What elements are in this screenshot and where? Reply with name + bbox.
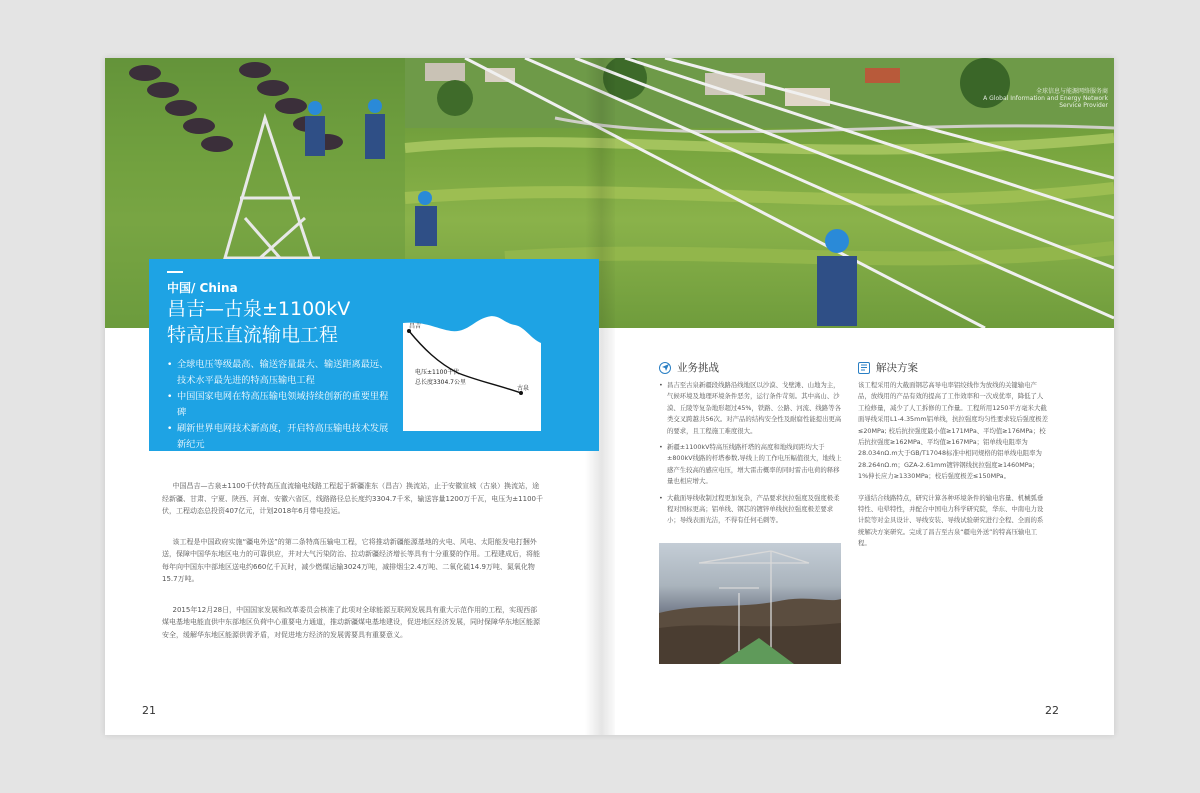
map-length-label: 总长度3304.7公里 bbox=[415, 379, 466, 386]
project-description bbox=[162, 480, 544, 659]
highlights-list bbox=[167, 357, 397, 453]
highlight-item: • 刷新世界电网技术新高度，开启特高压输电技术发展新纪元 bbox=[167, 421, 397, 452]
page-number-left: 21 bbox=[142, 704, 156, 717]
region-label: 中国/ China bbox=[167, 281, 238, 295]
map-start-label: 昌吉 bbox=[409, 323, 422, 330]
challenges-heading bbox=[659, 360, 719, 375]
project-title-line-2: 特高压直流输电工程 bbox=[167, 324, 339, 346]
challenge-item: • 大截面导线收制过程更加复杂，产品要求抗拉强度及强度极柔程对国标更高；铝单线、钢芯的镀锌单线抗拉强度极差要求小；导线表面光洁，不得有任何毛刺等。 bbox=[659, 493, 842, 527]
document-icon bbox=[858, 362, 870, 374]
tagline-cn: 全球信息与能源网络服务商 bbox=[1035, 88, 1108, 95]
description-paragraph: 中国昌吉—古泉±1100千伏特高压直流输电线路工程起于新疆准东（昌吉）换流站，止于安徽宣城（古泉）换流站，途经新疆、甘肃、宁夏、陕西、河南、安徽六省区，线路路径总长度约3304.7千米，输送容量1200万千瓦，电压为±1100千伏，工程动态总投资407亿元，计划2018年6月带电投运。 bbox=[162, 482, 543, 515]
description-paragraph: 该工程是中国政府实施“疆电外送”的第二条特高压输电工程，它将推动新疆能源基地的火电、风电、太阳能发电打捆外送，保障中国华东地区电力的可靠供应，并对大气污染防治、拉动新疆经济增长等具有十分重要的作用。工程建成后，将能每年向中国东中部地区送电约660亿千瓦时，减少燃煤运输3024万吨，减排烟尘2.4万吨、二氧化硫14.9万吨、氮氧化物15.7万吨。 bbox=[162, 537, 540, 583]
solution-paragraph: 该工程采用的大截面钢芯高导电率铝绞线作为放线的关键输电产品，放线用的产品有效的提高了工作效率和一次成优率，降低了人工检修量，减少了人工拆修的工作量。工程所用1250平方毫米大截面导线采用L1-4.35mm铝单线，抗拉强度均匀性要求较后强度极差≤20MPa; 校后抗拉强度最小值≥171MPa、平均值≥176MPa；校后抗拉强度≥162MPa、平均值≥167MPa；铝单线电阻率为28.034nΩ.m大于GB/T17048标准中相同规格的铝单线电阻率为28.264nΩ.m；GZA-2.61mm镀锌钢线抗拉强度≥1460MPa；1%伸长应力≥1330MPa；校后强度极差≤150MPa。 bbox=[858, 381, 1048, 481]
tower-construction-photo bbox=[659, 543, 841, 664]
solutions-column bbox=[858, 380, 1048, 560]
project-title-line-1: 昌吉—古泉±1100kV bbox=[167, 298, 351, 320]
tagline-en-2: Service Provider bbox=[1059, 102, 1108, 109]
route-map bbox=[403, 293, 541, 431]
project-title-box bbox=[149, 259, 599, 451]
challenges-column bbox=[659, 380, 842, 532]
route-map-drawing bbox=[403, 293, 541, 431]
brochure-spread bbox=[105, 58, 1114, 735]
photo-tagline bbox=[958, 88, 1108, 109]
solutions-title: 解决方案 bbox=[876, 362, 918, 374]
challenges-title: 业务挑战 bbox=[677, 362, 719, 374]
navigation-icon bbox=[659, 362, 671, 374]
description-paragraph: 2015年12月28日，中国国家发展和改革委员会核准了此项对全球能源互联网发展具有重大示范作用的工程，实现西部煤电基地电能直供中东部地区负荷中心重要电力通道，推动新疆煤电基地建设，促进地区经济发展，同时保障华东地区能源安全，缓解华东地区能源供需矛盾，对促进地方经济的发展需要具有重要意义。 bbox=[162, 605, 540, 639]
solution-paragraph: 亨通结合线路特点，研究计算各种环境条件的输电容量、机械弧垂特性、电晕特性，并配合中国电力科学研究院，华东、中南电力设计院等对金具设计、导线安装、导线试验研究进行全程、全面的系统解决方案研究。完成了昌吉至古泉“疆电外送”的特高压输电工程。 bbox=[858, 493, 1044, 548]
title-accent-dash bbox=[167, 271, 183, 273]
challenge-item: • 新疆±1100kV特高压线路杆塔的高度和地线间距均大于±800kV线路的杆塔参数,导线上的工作电压幅值很大，地线上感产生较高的感应电压，增大雷击概率的同时雷击电荷的释移量也相应增大。 bbox=[659, 442, 842, 488]
tower-construction-drawing bbox=[659, 543, 841, 664]
map-voltage-label: 电压±1100千伏 bbox=[415, 369, 460, 376]
map-end-label: 古泉 bbox=[517, 385, 530, 392]
challenges-list bbox=[659, 380, 842, 527]
tagline-en-1: A Global Information and Energy Network bbox=[983, 95, 1108, 102]
highlight-item: • 全球电压等级最高、输送容量最大、输送距离最远、技术水平最先进的特高压输电工程 bbox=[167, 357, 397, 388]
solutions-heading bbox=[858, 360, 918, 375]
page-number-right: 22 bbox=[1045, 704, 1059, 717]
highlight-item: • 中国国家电网在特高压输电领域持续创新的重要里程碑 bbox=[167, 389, 397, 420]
challenge-item: • 昌吉至古泉新疆段线路沿线地区以沙漠、戈壁滩、山地为主，气候环境及地理环境条件恶劣，运行条件苛刻。其中高山、沙漠、丘陵等复杂地形超过45%，铁路、公路、河流、线路等各类交叉跨越共56次。对产品的结构安全性及耐腐性能提出更高的要求，且工程施工难度很大。 bbox=[659, 380, 842, 437]
